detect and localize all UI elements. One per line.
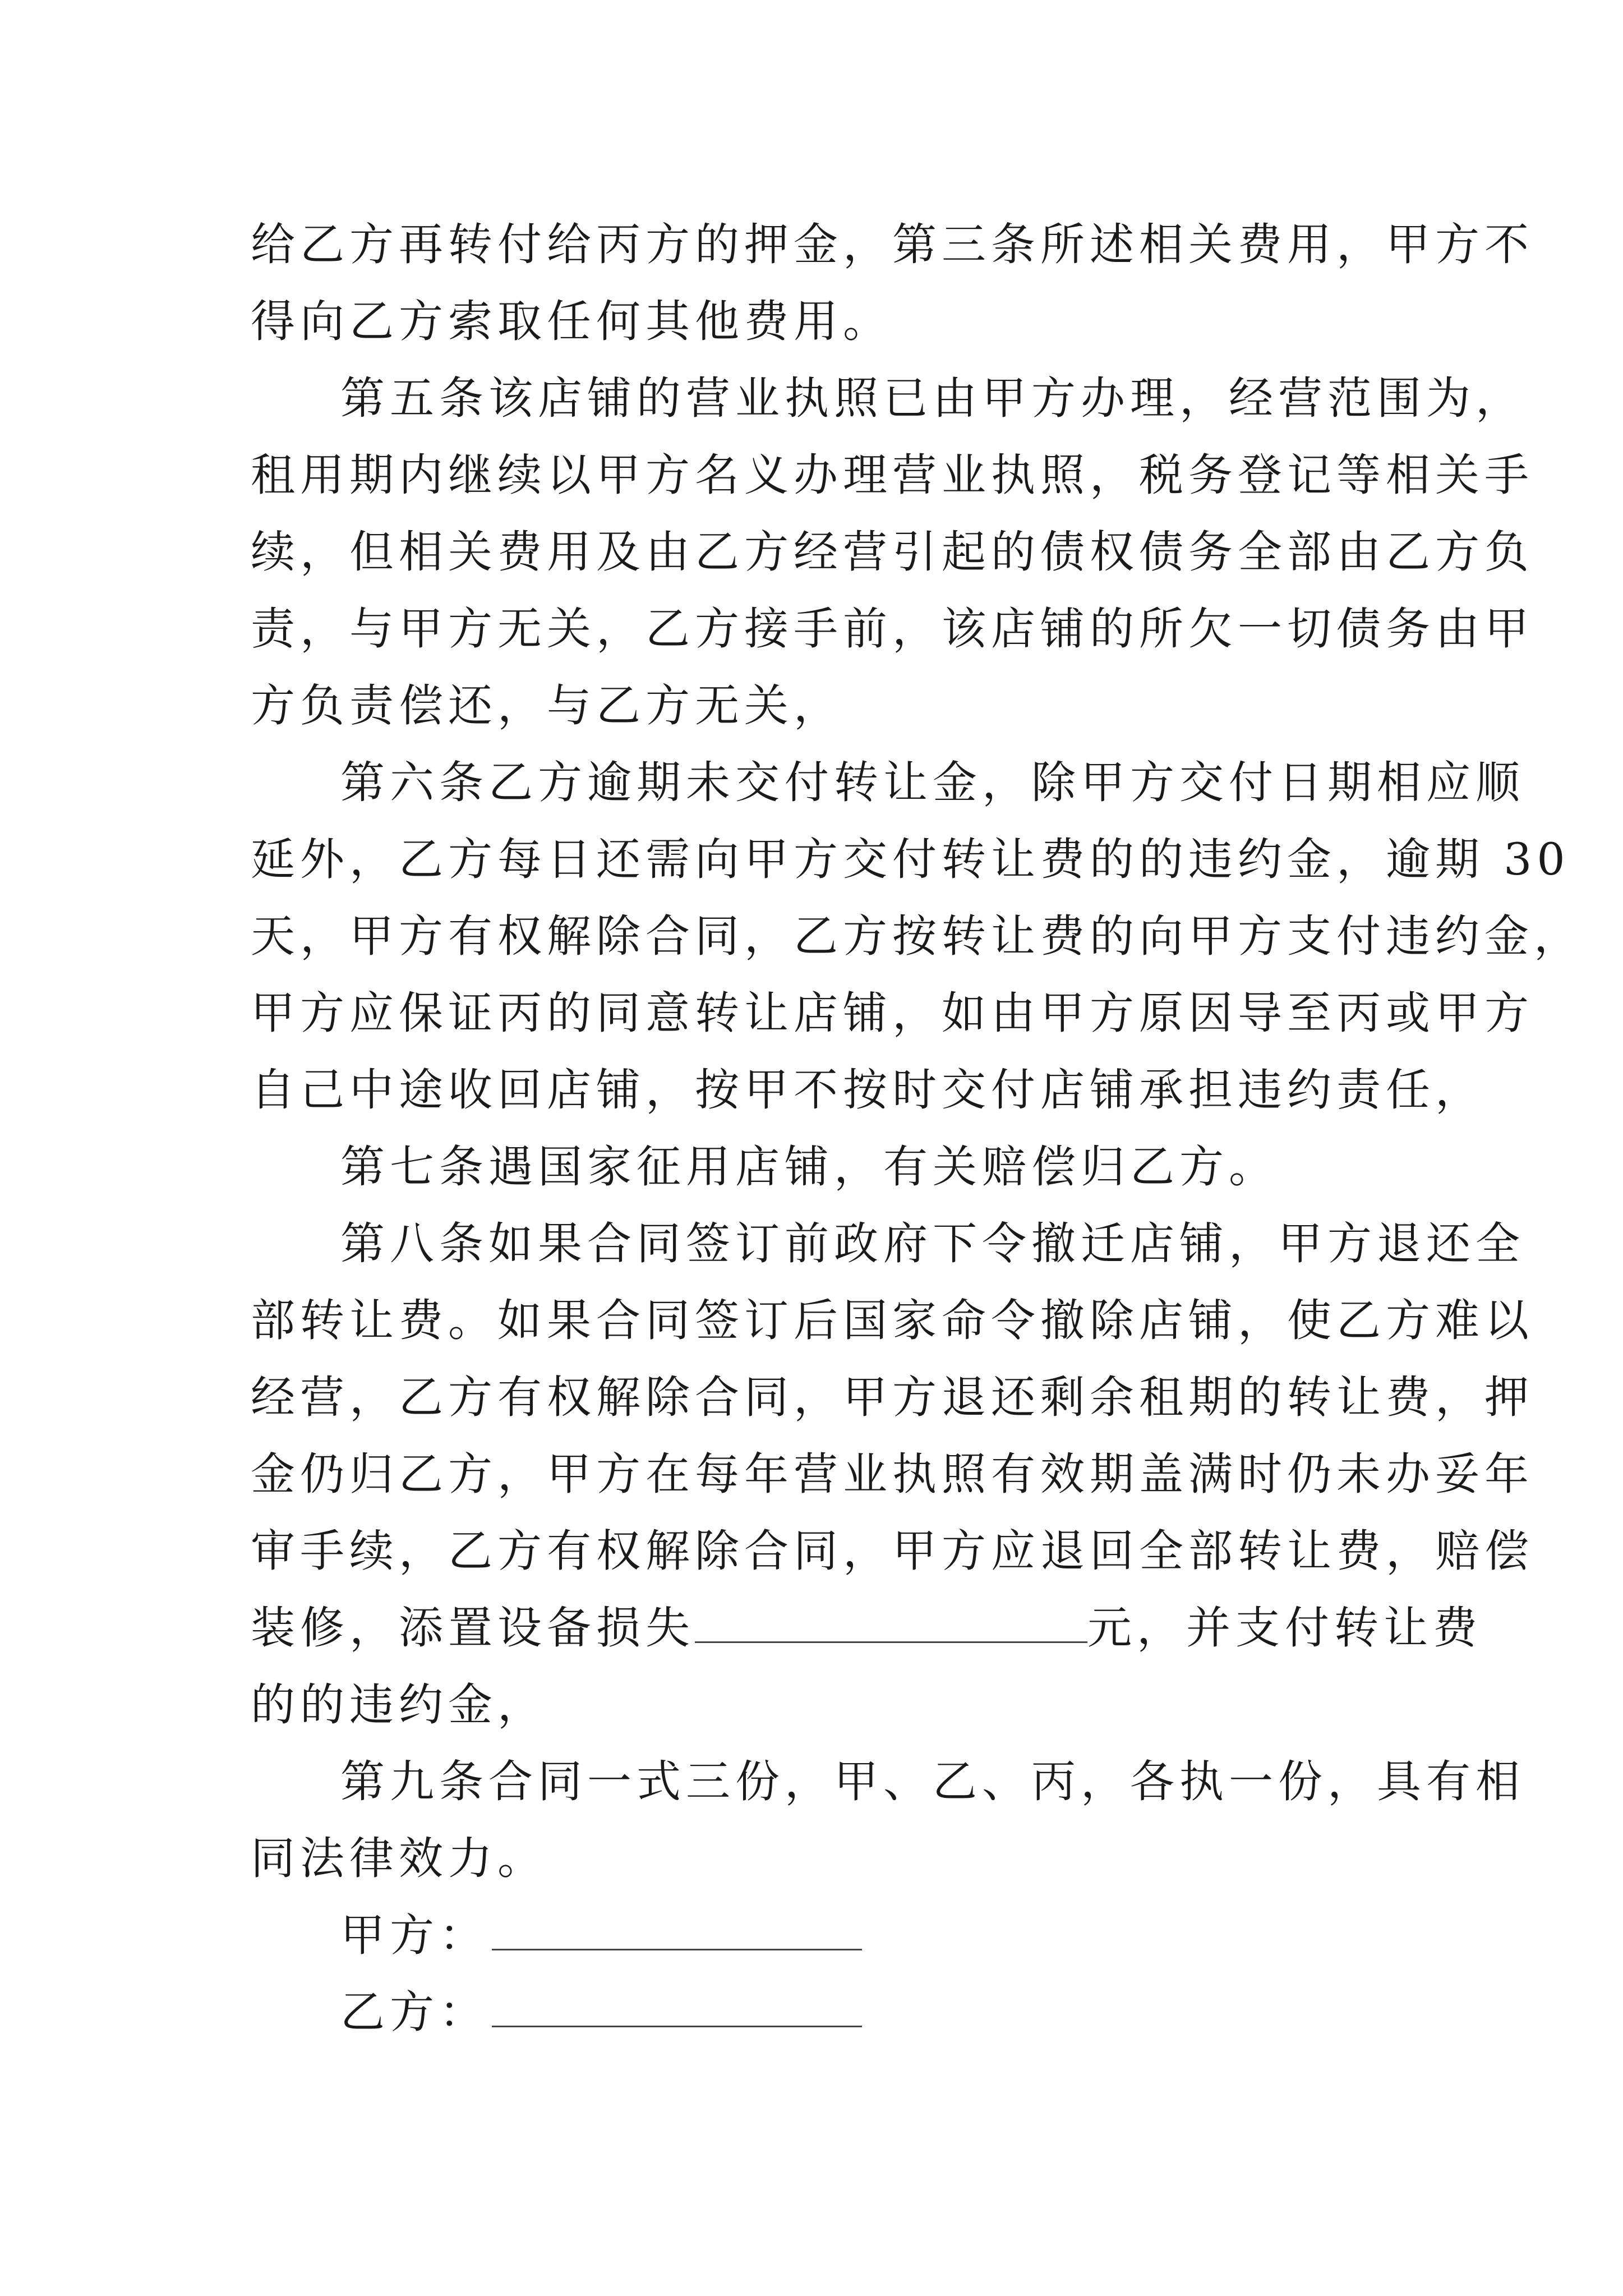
blank-suffix-text: 元，并支付转让费 <box>1087 1602 1482 1654</box>
text-line: 责，与甲方无关，乙方接手前，该店铺的所欠一切债务由甲 <box>251 603 1534 655</box>
text-line: 租用期内继续以甲方名义办理营业执照，税务登记等相关手 <box>251 449 1534 501</box>
text-line: 续，但相关费用及由乙方经营引起的债权债务全部由乙方负 <box>251 526 1534 578</box>
text-line: 经营，乙方有权解除合同，甲方退还剩余租期的转让费，押 <box>251 1372 1534 1423</box>
text-line: 延外，乙方每日还需向甲方交付转让费的的违约金，逾期 30 <box>251 834 1570 885</box>
party-a-signature-row <box>251 1897 1389 1974</box>
text-line: 方负责偿还，与乙方无关， <box>251 680 843 731</box>
paragraph-article-8 <box>251 1205 1534 1743</box>
text-line: 得向乙方索取任何其他费用。 <box>251 296 892 347</box>
text-line: 同法律效力。 <box>251 1833 547 1884</box>
text-line: 给乙方再转付给丙方的押金，第三条所述相关费用，甲方不 <box>251 219 1534 270</box>
text-line-with-blank <box>251 1590 1482 1667</box>
party-a-signature-field[interactable] <box>492 1913 862 1950</box>
amount-blank-field[interactable] <box>695 1608 1087 1643</box>
text-line: 第八条如果合同签订前政府下令撤迁店铺，甲方退还全 <box>340 1218 1525 1269</box>
text-line: 部转让费。如果合同签订后国家命令撤除店铺，使乙方难以 <box>251 1295 1534 1346</box>
text-line: 审手续，乙方有权解除合同，甲方应退回全部转让费，赔偿 <box>251 1525 1534 1577</box>
paragraph-continuation <box>251 206 1534 360</box>
text-line: 自己中途收回店铺，按甲不按时交付店铺承担违约责任， <box>251 1064 1484 1116</box>
paragraph-article-7 <box>251 1129 1389 1205</box>
party-b-signature-field[interactable] <box>492 1990 862 2027</box>
party-b-label: 乙方： <box>340 1986 488 2038</box>
contract-body <box>251 206 1583 2051</box>
text-line: 第七条遇国家征用店铺，有关赔偿归乙方。 <box>340 1141 1278 1193</box>
text-line: 第五条该店铺的营业执照已由甲方办理，经营范围为， <box>340 372 1525 424</box>
text-line: 第六条乙方逾期未交付转让金，除甲方交付日期相应顺 <box>340 757 1525 808</box>
text-line: 的的违约金， <box>251 1679 547 1731</box>
paragraph-article-5 <box>251 360 1534 744</box>
text-line: 金仍归乙方，甲方在每年营业执照有效期盖满时仍未办妥年 <box>251 1448 1534 1500</box>
text-line: 天，甲方有权解除合同，乙方按转让费的向甲方支付违约金， <box>251 910 1583 962</box>
paragraph-article-6 <box>251 744 1583 1129</box>
paragraph-article-9 <box>251 1743 1525 1897</box>
text-line: 甲方应保证丙的同意转让店铺，如由甲方原因导至丙或甲方 <box>251 987 1534 1039</box>
party-b-signature-row <box>251 1974 1389 2051</box>
party-a-label: 甲方： <box>340 1910 488 1961</box>
blank-prefix-text: 装修，添置设备损失 <box>251 1602 695 1654</box>
text-line: 第九条合同一式三份，甲、乙、丙，各执一份，具有相 <box>340 1756 1525 1807</box>
signature-block <box>251 1897 1389 2051</box>
